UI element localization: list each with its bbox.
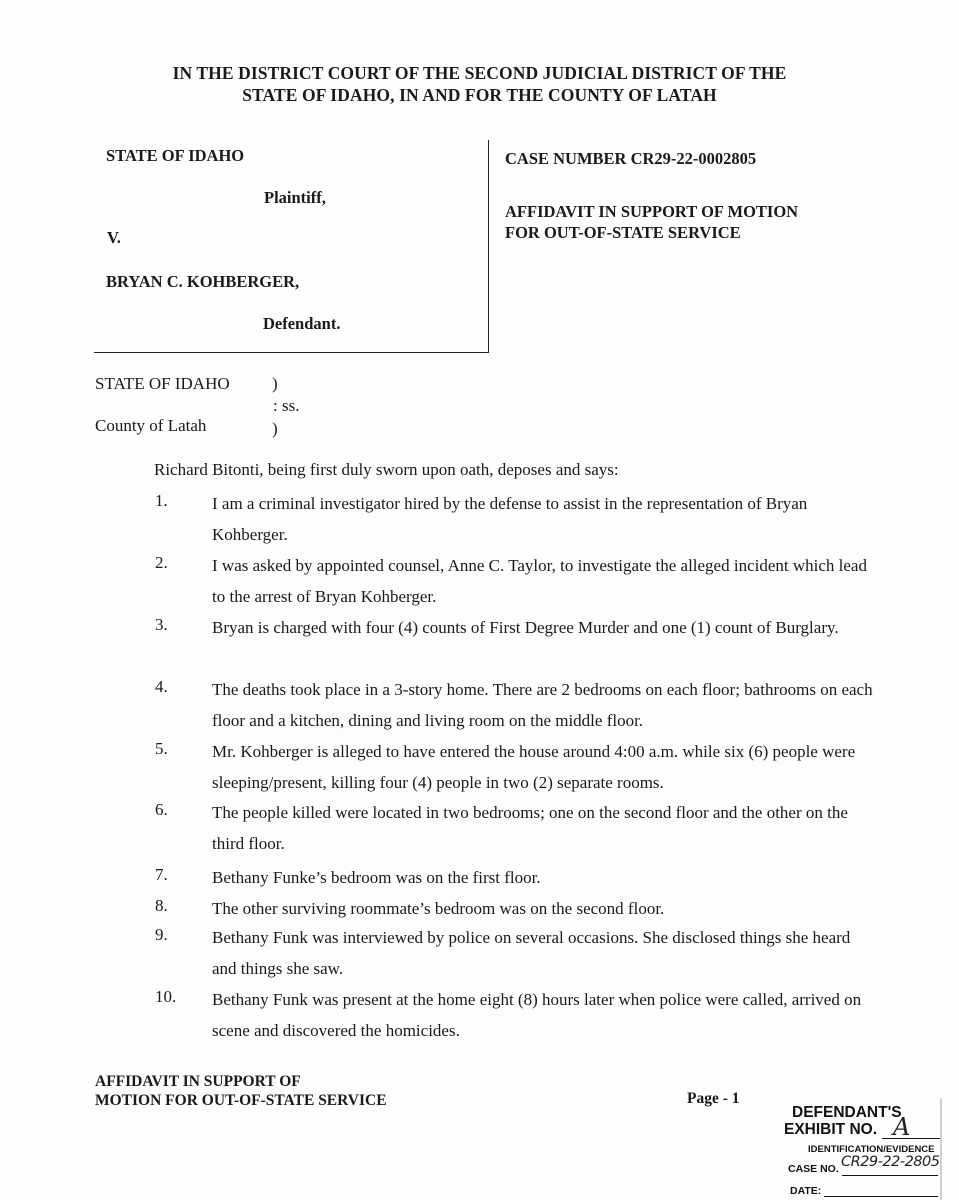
paragraph-number: 1.	[155, 491, 168, 510]
paragraph-text: I am a criminal investigator hired by the defense to assist in the representation of Bryan Kohberger.	[212, 494, 808, 544]
venue-ss: : ss.	[273, 396, 300, 415]
paragraph-number: 8.	[155, 896, 168, 915]
venue-state: STATE OF IDAHO	[95, 374, 230, 393]
venue-paren-open: )	[272, 374, 278, 393]
footer-title-line1: AFFIDAVIT IN SUPPORT OF	[95, 1073, 301, 1090]
plaintiff-name: STATE OF IDAHO	[106, 146, 245, 165]
court-heading	[0, 62, 959, 106]
exhibit-case-number-handwritten: CR29-22-2805	[841, 1154, 940, 1170]
defendant-label: Defendant.	[263, 314, 341, 333]
exhibit-date-label: DATE:	[790, 1185, 822, 1197]
exhibit-identification-label: IDENTIFICATION/EVIDENCE	[808, 1144, 935, 1155]
court-heading-line1: IN THE DISTRICT COURT OF THE SECOND JUDICIAL DISTRICT OF THE	[172, 63, 787, 83]
paragraph-number: 6.	[155, 800, 168, 819]
paragraph-text: The deaths took place in a 3-story home. There are 2 bedrooms on each floor; bathrooms on each floor and a kitchen, dining and living room on the middle floor.	[212, 680, 873, 730]
paragraph-text: I was asked by appointed counsel, Anne C. Taylor, to investigate the alleged incident which lead to the arrest of Bryan Kohberger.	[212, 556, 867, 606]
case-number: CASE NUMBER CR29-22-0002805	[505, 149, 757, 168]
paragraph-number: 7.	[155, 865, 168, 884]
exhibit-number-label: EXHIBIT NO.	[784, 1121, 878, 1138]
document-title-line1: AFFIDAVIT IN SUPPORT OF MOTION	[505, 202, 799, 221]
exhibit-date-underline	[824, 1196, 938, 1197]
exhibit-sticker	[778, 1098, 948, 1200]
exhibit-case-number-underline	[842, 1175, 938, 1176]
exhibit-sticker-edge	[940, 1098, 942, 1200]
paragraph-number: 5.	[155, 739, 168, 758]
paragraph-text: Bethany Funke’s bedroom was on the first floor.	[212, 868, 541, 887]
paragraph-number: 4.	[155, 677, 168, 696]
paragraph-number: 9.	[155, 925, 168, 944]
page-number: Page - 1	[687, 1090, 740, 1107]
paragraph-text: The people killed were located in two bedrooms; one on the second floor and the other on the third floor.	[212, 803, 848, 853]
document-title-line2: FOR OUT-OF-STATE SERVICE	[505, 223, 741, 242]
venue-paren-close: )	[272, 419, 278, 438]
exhibit-letter-handwritten: A	[893, 1113, 911, 1141]
footer-title-line2: MOTION FOR OUT-OF-STATE SERVICE	[95, 1092, 387, 1109]
defendant-name: BRYAN C. KOHBERGER,	[106, 272, 300, 291]
court-heading-line2: STATE OF IDAHO, IN AND FOR THE COUNTY OF LATAH	[242, 85, 717, 105]
footer-title	[95, 1072, 387, 1110]
paragraph-number: 3.	[155, 615, 168, 634]
exhibit-case-number-label: CASE NO.	[788, 1163, 839, 1175]
paragraph-text: Bethany Funk was interviewed by police on several occasions. She disclosed things she heard and things she saw.	[212, 928, 851, 978]
paragraph-number: 10.	[155, 987, 177, 1006]
versus-label: V.	[107, 228, 121, 247]
paragraph-text: Bethany Funk was present at the home eight (8) hours later when police were called, arrived on scene and discovered the homicides.	[212, 990, 862, 1040]
case-caption-parties	[94, 140, 489, 353]
exhibit-number-underline	[882, 1138, 940, 1139]
paragraph-text: Mr. Kohberger is alleged to have entered the house around 4:00 a.m. while six (6) people were sleeping/present, killing four (4) people in two (2) separate rooms.	[212, 742, 856, 792]
paragraph-text: The other surviving roommate’s bedroom was on the second floor.	[212, 899, 665, 918]
paragraph-text: Bryan is charged with four (4) counts of First Degree Murder and one (1) count of Burglary.	[212, 618, 839, 637]
venue-county: County of Latah	[95, 416, 207, 435]
exhibit-title: DEFENDANT'S	[792, 1104, 902, 1121]
affiant-intro: Richard Bitonti, being first duly sworn upon oath, deposes and says:	[154, 460, 619, 479]
paragraph-number: 2.	[155, 553, 168, 572]
case-caption-title	[505, 148, 798, 243]
plaintiff-label: Plaintiff,	[264, 188, 326, 207]
